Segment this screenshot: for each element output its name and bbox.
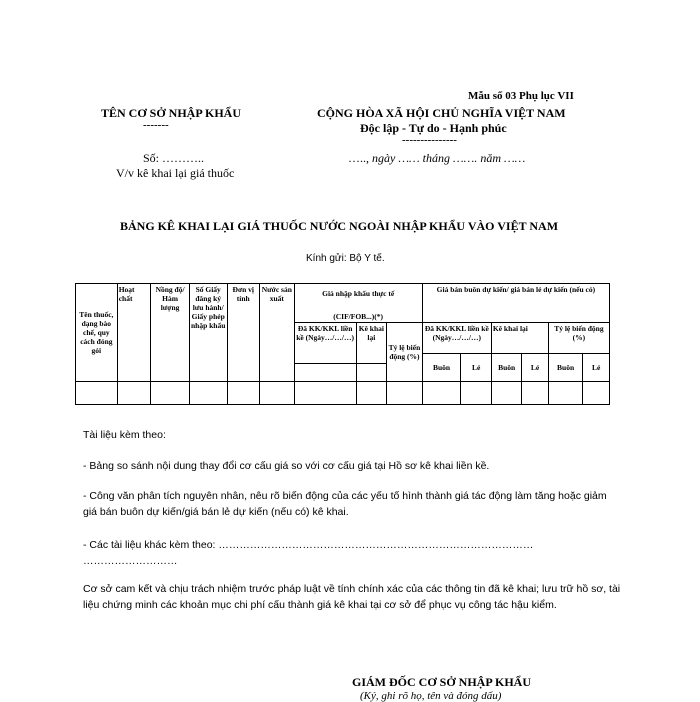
table-cell [151, 382, 190, 405]
table-cell [583, 382, 610, 405]
table-cell [356, 382, 387, 405]
table-cell [227, 382, 260, 405]
importer-divider: ------- [143, 119, 169, 131]
signature-note: (Ký, ghi rõ họ, tên và đóng dấu) [360, 690, 502, 702]
group-header-sale: Giá bán buôn dự kiến/ giá bán lẻ dự kiến (nếu có) [422, 284, 609, 323]
declaration-table [75, 283, 610, 405]
table-cell [117, 382, 151, 405]
le-2: Lẻ [522, 354, 548, 382]
col-header-unit: Đơn vị tính [227, 284, 260, 382]
table-cell [294, 382, 356, 405]
table-cell [260, 382, 295, 405]
col-header-name: Tên thuốc, dạng bào chế, quy cách đóng gói [76, 284, 118, 382]
imp-ratio-header: Tỷ lệ biến động (%) [387, 323, 423, 382]
attachment-item: - Công văn phân tích nguyên nhân, nêu rõ biến động của các yếu tố hình thành giá tác động làm tăng hoặc giảm giá bán buôn dự kiến/giá bán lẻ dự kiến (nếu có) kê khai. [83, 490, 607, 518]
date-place: ….., [348, 151, 372, 165]
recipient: Kính gửi: Bộ Y tế. [306, 253, 385, 264]
document-number: Số: ……….. [143, 151, 205, 165]
col-header-country: Nước sản xuất [260, 284, 295, 382]
form-number: Mẫu số 03 Phụ lục VII [468, 90, 574, 102]
table-cell [461, 382, 492, 405]
motto-divider: --------------- [402, 134, 457, 146]
table-cell [387, 382, 423, 405]
imp-declared-header: Đã KK/KKL liền kề (Ngày…/…/…) [294, 323, 356, 364]
attachment-item: - Các tài liệu khác kèm theo: ……………………………………………………………………………… ……………………… [83, 539, 534, 567]
document-title: BẢNG KÊ KHAI LẠI GIÁ THUỐC NƯỚC NGOÀI NHẬP KHẨU VÀO VIỆT NAM [120, 219, 559, 233]
attachment-item: - Bảng so sánh nội dung thay đổi cơ cấu giá so với cơ cấu giá tại Hồ sơ kê khai liền kề. [83, 460, 490, 472]
imp-declare-header: Kê khai lại [356, 323, 387, 364]
col-header-strength: Nồng độ/ Hàm lượng [151, 284, 190, 382]
table-cell [189, 382, 227, 405]
group-import-sub: (CIF/FOB...)(*) [333, 312, 384, 321]
table-cell [76, 382, 118, 405]
national-title: CỘNG HÒA XÃ HỘI CHỦ NGHĨA VIỆT NAM [317, 106, 566, 120]
commitment-text: Cơ sở cam kết và chịu trách nhiệm trước pháp luật về tính chính xác của các thông tin đã kê khai; lưu trữ hồ sơ, tài liệu chứng minh các khoản mục chi phí cấu thành giá kê khai tại cơ sở để phục vụ công tác hậu kiểm. [83, 583, 621, 611]
col-header-registration: Số Giấy đăng ký lưu hành/ Giấy phép nhập khẩu [189, 284, 227, 382]
date-text: ngày …… tháng ……. năm …… [372, 151, 526, 165]
table-cell [522, 382, 548, 405]
date-line [348, 151, 525, 166]
table-cell [422, 382, 461, 405]
national-motto: Độc lập - Tự do - Hạnh phúc [360, 121, 507, 135]
attachments-title: Tài liệu kèm theo: [83, 429, 166, 441]
sale-ratio-header: Tỷ lệ biến động (%) [548, 323, 609, 354]
le-3: Lẻ [583, 354, 610, 382]
sale-declare-header: Kê khai lại [491, 323, 548, 354]
signature-title: GIÁM ĐỐC CƠ SỞ NHẬP KHẨU [352, 675, 532, 689]
group-header-import [294, 284, 422, 323]
table-cell [491, 382, 522, 405]
buon-3: Buôn [548, 354, 583, 382]
group-import-label: Giá nhập khẩu thực tế [322, 289, 395, 298]
imp-declare-blank [356, 364, 387, 382]
imp-declared-blank [294, 364, 356, 382]
subject-line: V/v kê khai lại giá thuốc [116, 166, 235, 180]
importer-name: TÊN CƠ SỞ NHẬP KHẨU [101, 106, 242, 120]
buon-1: Buôn [422, 354, 461, 382]
sale-declared-header: Đã KK/KKL liền kề (Ngày…/…/…) [422, 323, 491, 354]
table-row [76, 382, 610, 405]
col-header-active: Hoạt chất [117, 284, 151, 382]
le-1: Lẻ [461, 354, 492, 382]
buon-2: Buôn [491, 354, 522, 382]
table-cell [548, 382, 583, 405]
